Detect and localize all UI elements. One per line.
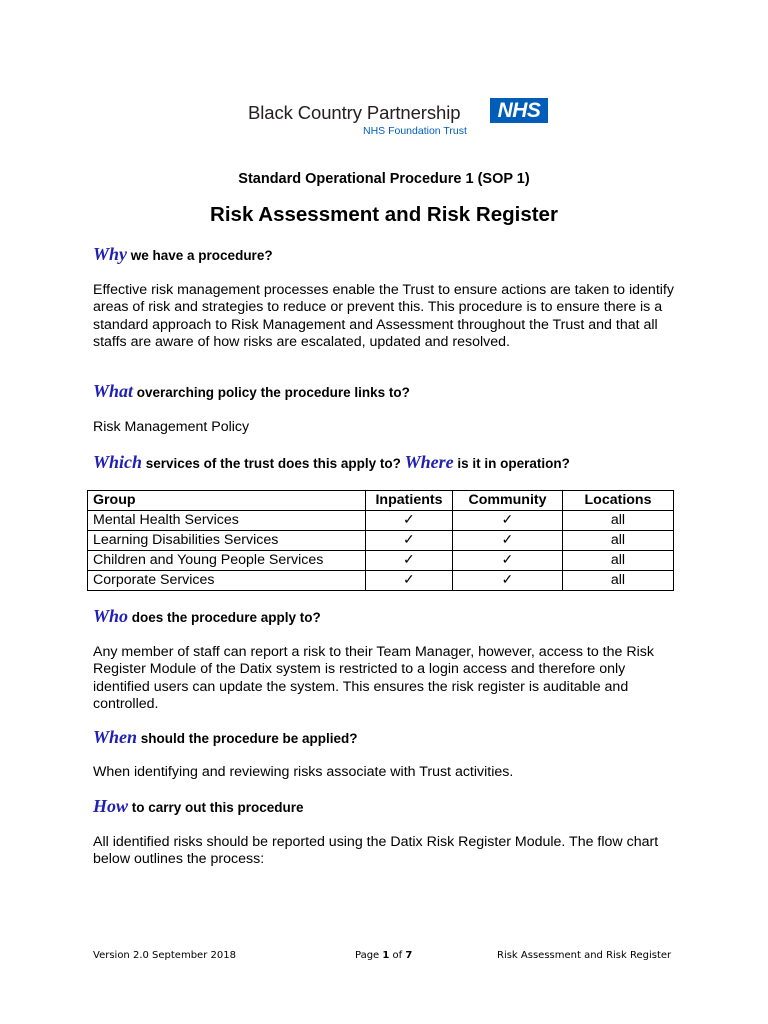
footer-page-current: 1 [382,950,390,961]
table-row [88,551,674,571]
heading-what-keyword: What [93,381,134,401]
heading-where-text: is it in operation? [453,456,570,471]
footer-page-number [355,950,412,961]
logo-trust-name: NHS Foundation Trust [363,125,467,137]
cell-community-check: ✓ [453,531,563,551]
cell-group: Children and Young People Services [88,551,366,571]
heading-why-keyword: Why [93,244,128,264]
heading-how-keyword: How [93,796,129,816]
heading-where-keyword: Where [404,452,454,472]
cell-group: Learning Disabilities Services [88,531,366,551]
cell-locations: all [563,551,674,571]
footer-page-of: of [389,950,406,961]
heading-how [93,796,304,817]
cell-inpatients-check: ✓ [366,511,453,531]
table-row [88,571,674,591]
heading-why [93,244,273,265]
cell-locations: all [563,571,674,591]
nhs-badge: NHS [490,98,548,123]
who-paragraph: Any member of staff can report a risk to their Team Manager, however, access to the Risk Register Module of the Datix system is restricted to a login access and therefore only identified users can update the system. This ensures the risk register is auditable and controlled. [93,644,654,713]
footer-version: Version 2.0 September 2018 [93,950,236,961]
cell-group: Corporate Services [88,571,366,591]
footer-page-total: 7 [405,950,413,961]
heading-who-text: does the procedure apply to? [128,610,321,625]
cell-community-check: ✓ [453,511,563,531]
heading-when-text: should the procedure be applied? [137,731,358,746]
table-row [88,511,674,531]
cell-locations: all [563,531,674,551]
cell-inpatients-check: ✓ [366,551,453,571]
column-header-community: Community [453,491,563,511]
heading-which-keyword: Which [93,452,143,472]
heading-when-keyword: When [93,727,138,747]
how-paragraph: All identified risks should be reported using the Datix Risk Register Module. The flow chart below outlines the process: [93,834,659,868]
cell-inpatients-check: ✓ [366,531,453,551]
sop-label: Standard Operational Procedure 1 (SOP 1) [238,171,530,187]
footer-doc-title: Risk Assessment and Risk Register [497,950,672,961]
heading-why-text: we have a procedure? [127,248,273,263]
cell-community-check: ✓ [453,551,563,571]
heading-how-text: to carry out this procedure [128,800,304,815]
when-paragraph: When identifying and reviewing risks associate with Trust activities. [93,764,514,780]
table-header-row [88,491,674,511]
why-paragraph: Effective risk management processes enable the Trust to ensure actions are taken to identify areas of risk and strategies to reduce or prevent this. This procedure is to ensure there is a standard approach to Risk Management and Assessment throughout the Trust and that all staffs are aware of how risks are escalated, updated and resolved. [93,282,674,351]
heading-when [93,727,358,748]
what-paragraph: Risk Management Policy [93,419,250,435]
heading-who [93,606,321,627]
column-header-locations: Locations [563,491,674,511]
table-row [88,531,674,551]
column-header-group: Group [88,491,366,511]
logo-org-name: Black Country Partnership [248,102,461,123]
heading-which-where [93,452,570,473]
column-header-inpatients: Inpatients [366,491,453,511]
cell-locations: all [563,511,674,531]
heading-what [93,381,410,402]
footer-page-prefix: Page [355,950,383,961]
heading-which-text: services of the trust does this apply to? [142,456,405,471]
heading-what-text: overarching policy the procedure links to? [133,385,410,400]
cell-community-check: ✓ [453,571,563,591]
page-title: Risk Assessment and Risk Register [210,203,558,226]
cell-group: Mental Health Services [88,511,366,531]
heading-who-keyword: Who [93,606,129,626]
cell-inpatients-check: ✓ [366,571,453,591]
services-table [87,490,674,591]
